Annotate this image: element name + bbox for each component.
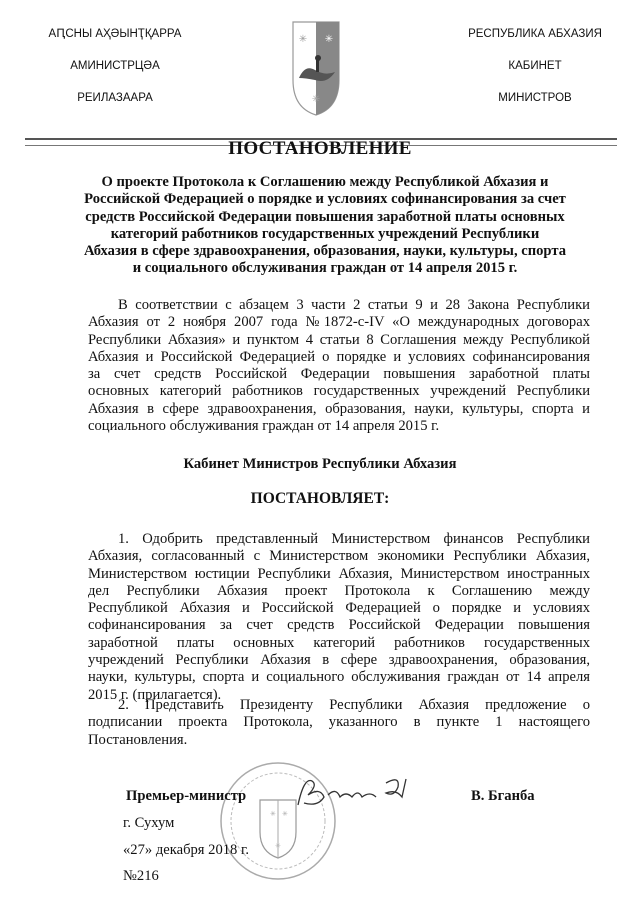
handwritten-signature	[290, 773, 430, 813]
subtitle-line: О проекте Протокола к Соглашению между Республикой Абхазия и	[101, 174, 549, 190]
coat-of-arms-emblem	[291, 20, 341, 117]
text-line: Постановления.	[88, 731, 188, 748]
text-line: софинансирования за счет средств Российской Федерации повышения	[88, 617, 590, 634]
text-line: 1. Одобрить представленный Министерством финансов Республики	[118, 531, 590, 547]
svg-text:✳: ✳	[324, 34, 334, 45]
preamble-paragraph	[88, 297, 590, 435]
text-line: Республикой Абхазия и Российской Федерацией о порядке и условиях	[88, 600, 590, 617]
header-right-line: МИНИСТРОВ	[498, 92, 572, 104]
document-title: ПОСТАНОВЛЕНИЕ	[228, 138, 412, 159]
text-line: заработной платы основных категорий работников государственных	[88, 634, 590, 651]
text-line: Министерством юстиции Республики Абхазия, Министерством иностранных	[88, 565, 590, 582]
resolves-heading: ПОСТАНОВЛЯЕТ:	[250, 490, 390, 507]
signatory-name: В. Бганба	[471, 788, 535, 804]
header-left-line: РЕИЛАЗААРА	[77, 92, 153, 104]
subtitle-line: Российской Федерацией о порядке и условиях софинансирования за счет	[84, 191, 566, 208]
document-number: №216	[123, 868, 159, 884]
subtitle-line: средств Российской Федерации повышения заработной платы основных	[85, 208, 565, 225]
header-left	[15, 18, 215, 114]
text-line: Абхазия от 2 ноября 2007 года №1872-с-IV «О международных договорах	[88, 314, 590, 331]
header-right-line: КАБИНЕТ	[508, 60, 562, 72]
subtitle-line: и социального обслуживания граждан от 14 апреля 2015 г.	[132, 260, 518, 277]
header-left-line: АМИНИСТРЦӘА	[70, 60, 160, 72]
text-line: Абхазия и Российской Федерацией о порядке и условиях софинансирования	[88, 348, 590, 365]
header-right	[435, 18, 635, 114]
svg-text:✳: ✳	[275, 842, 281, 850]
svg-text:✳: ✳	[298, 34, 308, 45]
text-line: Абхазия в сфере здравоохранения, образования, науки, культуры, спорта и	[88, 400, 590, 417]
text-line: Абхазия, согласованный с Министерством экономики Республики Абхазия,	[88, 548, 590, 565]
item-1-paragraph	[88, 531, 590, 704]
document-date: «27» декабря 2018 г.	[123, 842, 249, 858]
svg-text:✳: ✳	[282, 810, 288, 818]
issuing-authority: Кабинет Министров Республики Абхазия	[183, 456, 457, 472]
document-city: г. Сухум	[123, 815, 175, 831]
text-line: учреждений Республики Абхазия в сфере здравоохранения, образования,	[88, 652, 590, 669]
text-line: социального обслуживания граждан от 14 апреля 2015 г.	[88, 418, 440, 435]
text-line: науки, культуры, спорта и социального обслуживания граждан от 14 апреля	[88, 669, 590, 686]
item-2-paragraph	[88, 697, 590, 749]
subtitle-line: категорий работников государственных учреждений Республики	[110, 225, 540, 242]
text-line: дел Республики Абхазия проект Протокола к Соглашению между	[88, 582, 590, 599]
text-line: основных категорий работников государственных учреждений Республики	[88, 383, 590, 400]
text-line: подписании проекта Протокола, указанного в пункте 1 настоящего	[88, 714, 590, 731]
subtitle-line: Абхазия в сфере здравоохранения, образования, науки, культуры, спорта	[84, 243, 566, 260]
text-line: 2015 г. (прилагается).	[88, 686, 222, 703]
text-line: В соответствии с абзацем 3 части 2 статьи 9 и 28 Закона Республики	[118, 297, 590, 313]
signatory-position: Премьер-министр	[126, 788, 247, 804]
text-line: Республики Абхазия» и пунктом 4 статьи 8 Соглашения между Республикой	[88, 331, 590, 348]
svg-text:✳: ✳	[311, 94, 321, 105]
text-line: 2. Представить Президенту Республики Абхазия предложение о	[118, 697, 590, 713]
text-line: за счет средств Российской Федерации повышения заработной платы	[88, 366, 590, 383]
header-left-line: АԤСНЫ АҲӘЫНҬҚАРРА	[48, 28, 182, 40]
svg-text:✳: ✳	[270, 810, 276, 818]
header-right-line: РЕСПУБЛИКА АБХАЗИЯ	[468, 28, 602, 40]
document-subtitle	[60, 174, 590, 278]
